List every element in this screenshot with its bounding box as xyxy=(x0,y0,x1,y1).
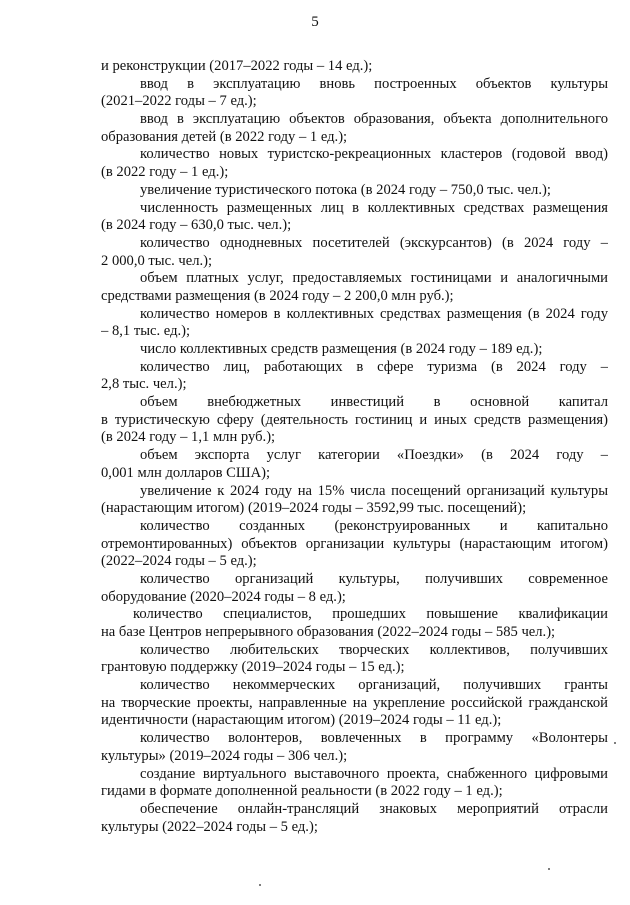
text-line: оборудование (2020–2024 годы – 8 ед.); xyxy=(101,588,346,605)
text-line: 2,8 тыс. чел.); xyxy=(101,376,187,393)
text-line: количество некоммерческих организаций, получивших гранты xyxy=(140,677,608,694)
text-line: – 8,1 тыс. ед.); xyxy=(101,323,191,340)
text-line: количество организаций культуры, получивших современное xyxy=(140,570,608,587)
text-line: увеличение туристического потока (в 2024 году – 750,0 тыс. чел.); xyxy=(140,181,551,198)
text-line: количество волонтеров, вовлеченных в программу «Волонтеры xyxy=(140,730,608,747)
text-line: средствами размещения (в 2024 году – 2 200,0 млн руб.); xyxy=(101,287,454,304)
text-line: количество однодневных посетителей (экскурсантов) (в 2024 году – xyxy=(140,234,608,251)
text-line: объем внебюджетных инвестиций в основной капитал xyxy=(140,394,608,411)
scan-speck xyxy=(548,868,550,870)
text-line: гидами в формате дополненной реальности (в 2022 году – 1 ед.); xyxy=(101,783,503,800)
text-line: увеличение к 2024 году на 15% числа посещений организаций культуры xyxy=(140,482,608,499)
text-line: на базе Центров непрерывного образования (2022–2024 годы – 585 чел.); xyxy=(101,624,556,640)
text-line: создание виртуального выставочного проекта, снабженного цифровыми xyxy=(140,765,608,782)
text-line: на творческие проекты, направленные на укрепление российской гражданской xyxy=(101,694,608,711)
text-line: количество любительских творческих коллективов, получивших xyxy=(140,641,608,658)
text-line: количество лиц, работающих в сфере туризма (в 2024 году – xyxy=(140,358,608,375)
text-line: и реконструкции (2017–2022 годы – 14 ед.); xyxy=(101,58,373,74)
scan-speck xyxy=(614,742,616,744)
text-line: количество номеров в коллективных средствах размещения (в 2024 году xyxy=(140,305,608,322)
document-body xyxy=(101,58,608,836)
text-line: грантовую поддержку (2019–2024 годы – 15 ед.); xyxy=(101,659,405,676)
text-line: число коллективных средств размещения (в 2024 году – 189 ед.); xyxy=(140,341,543,357)
text-line: 0,001 млн долларов США); xyxy=(101,464,271,481)
text-line: культуры (2022–2024 годы – 5 ед.); xyxy=(101,818,318,835)
text-line: численность размещенных лиц в коллективных средствах размещения xyxy=(140,199,608,216)
text-line: (2022–2024 годы – 5 ед.); xyxy=(101,553,257,570)
text-line: культуры» (2019–2024 годы – 306 чел.); xyxy=(101,747,348,764)
text-line: объем экспорта услуг категории «Поездки» (в 2024 году – xyxy=(140,447,608,464)
text-line: объем платных услуг, предоставляемых гостиницами и аналогичными xyxy=(140,270,608,287)
text-line: в туристическую сферу (деятельность гостиниц и иных средств размещения) xyxy=(101,411,608,428)
text-line: количество новых туристско-рекреационных кластеров (годовой ввод) xyxy=(140,146,608,163)
text-line: 2 000,0 тыс. чел.); xyxy=(101,252,213,269)
text-line: количество специалистов, прошедших повышение квалификации xyxy=(133,606,608,623)
text-line: образования детей (в 2022 году – 1 ед.); xyxy=(101,128,348,145)
text-line: (в 2024 году – 630,0 тыс. чел.); xyxy=(101,217,292,234)
text-line: ввод в эксплуатацию объектов образования, объекта дополнительного xyxy=(140,111,608,128)
text-line: обеспечение онлайн-трансляций знаковых мероприятий отрасли xyxy=(140,800,608,817)
page-number: 5 xyxy=(311,14,319,30)
text-line: (2021–2022 годы – 7 ед.); xyxy=(101,93,257,110)
text-line: (в 2024 году – 1,1 млн руб.); xyxy=(101,429,276,446)
scan-speck xyxy=(259,884,261,886)
text-line: (нарастающим итогом) (2019–2024 годы – 3592,99 тыс. посещений); xyxy=(101,500,527,517)
text-line: (в 2022 году – 1 ед.); xyxy=(101,164,229,181)
text-line: количество созданных (реконструированных и капитально xyxy=(140,517,608,534)
text-line: ввод в эксплуатацию вновь построенных объектов культуры xyxy=(140,75,608,92)
text-line: отремонтированных) объектов организации культуры (нарастающим итогом) xyxy=(101,535,608,552)
text-line: идентичности (нарастающим итогом) (2019–2024 годы – 11 ед.); xyxy=(101,712,502,729)
